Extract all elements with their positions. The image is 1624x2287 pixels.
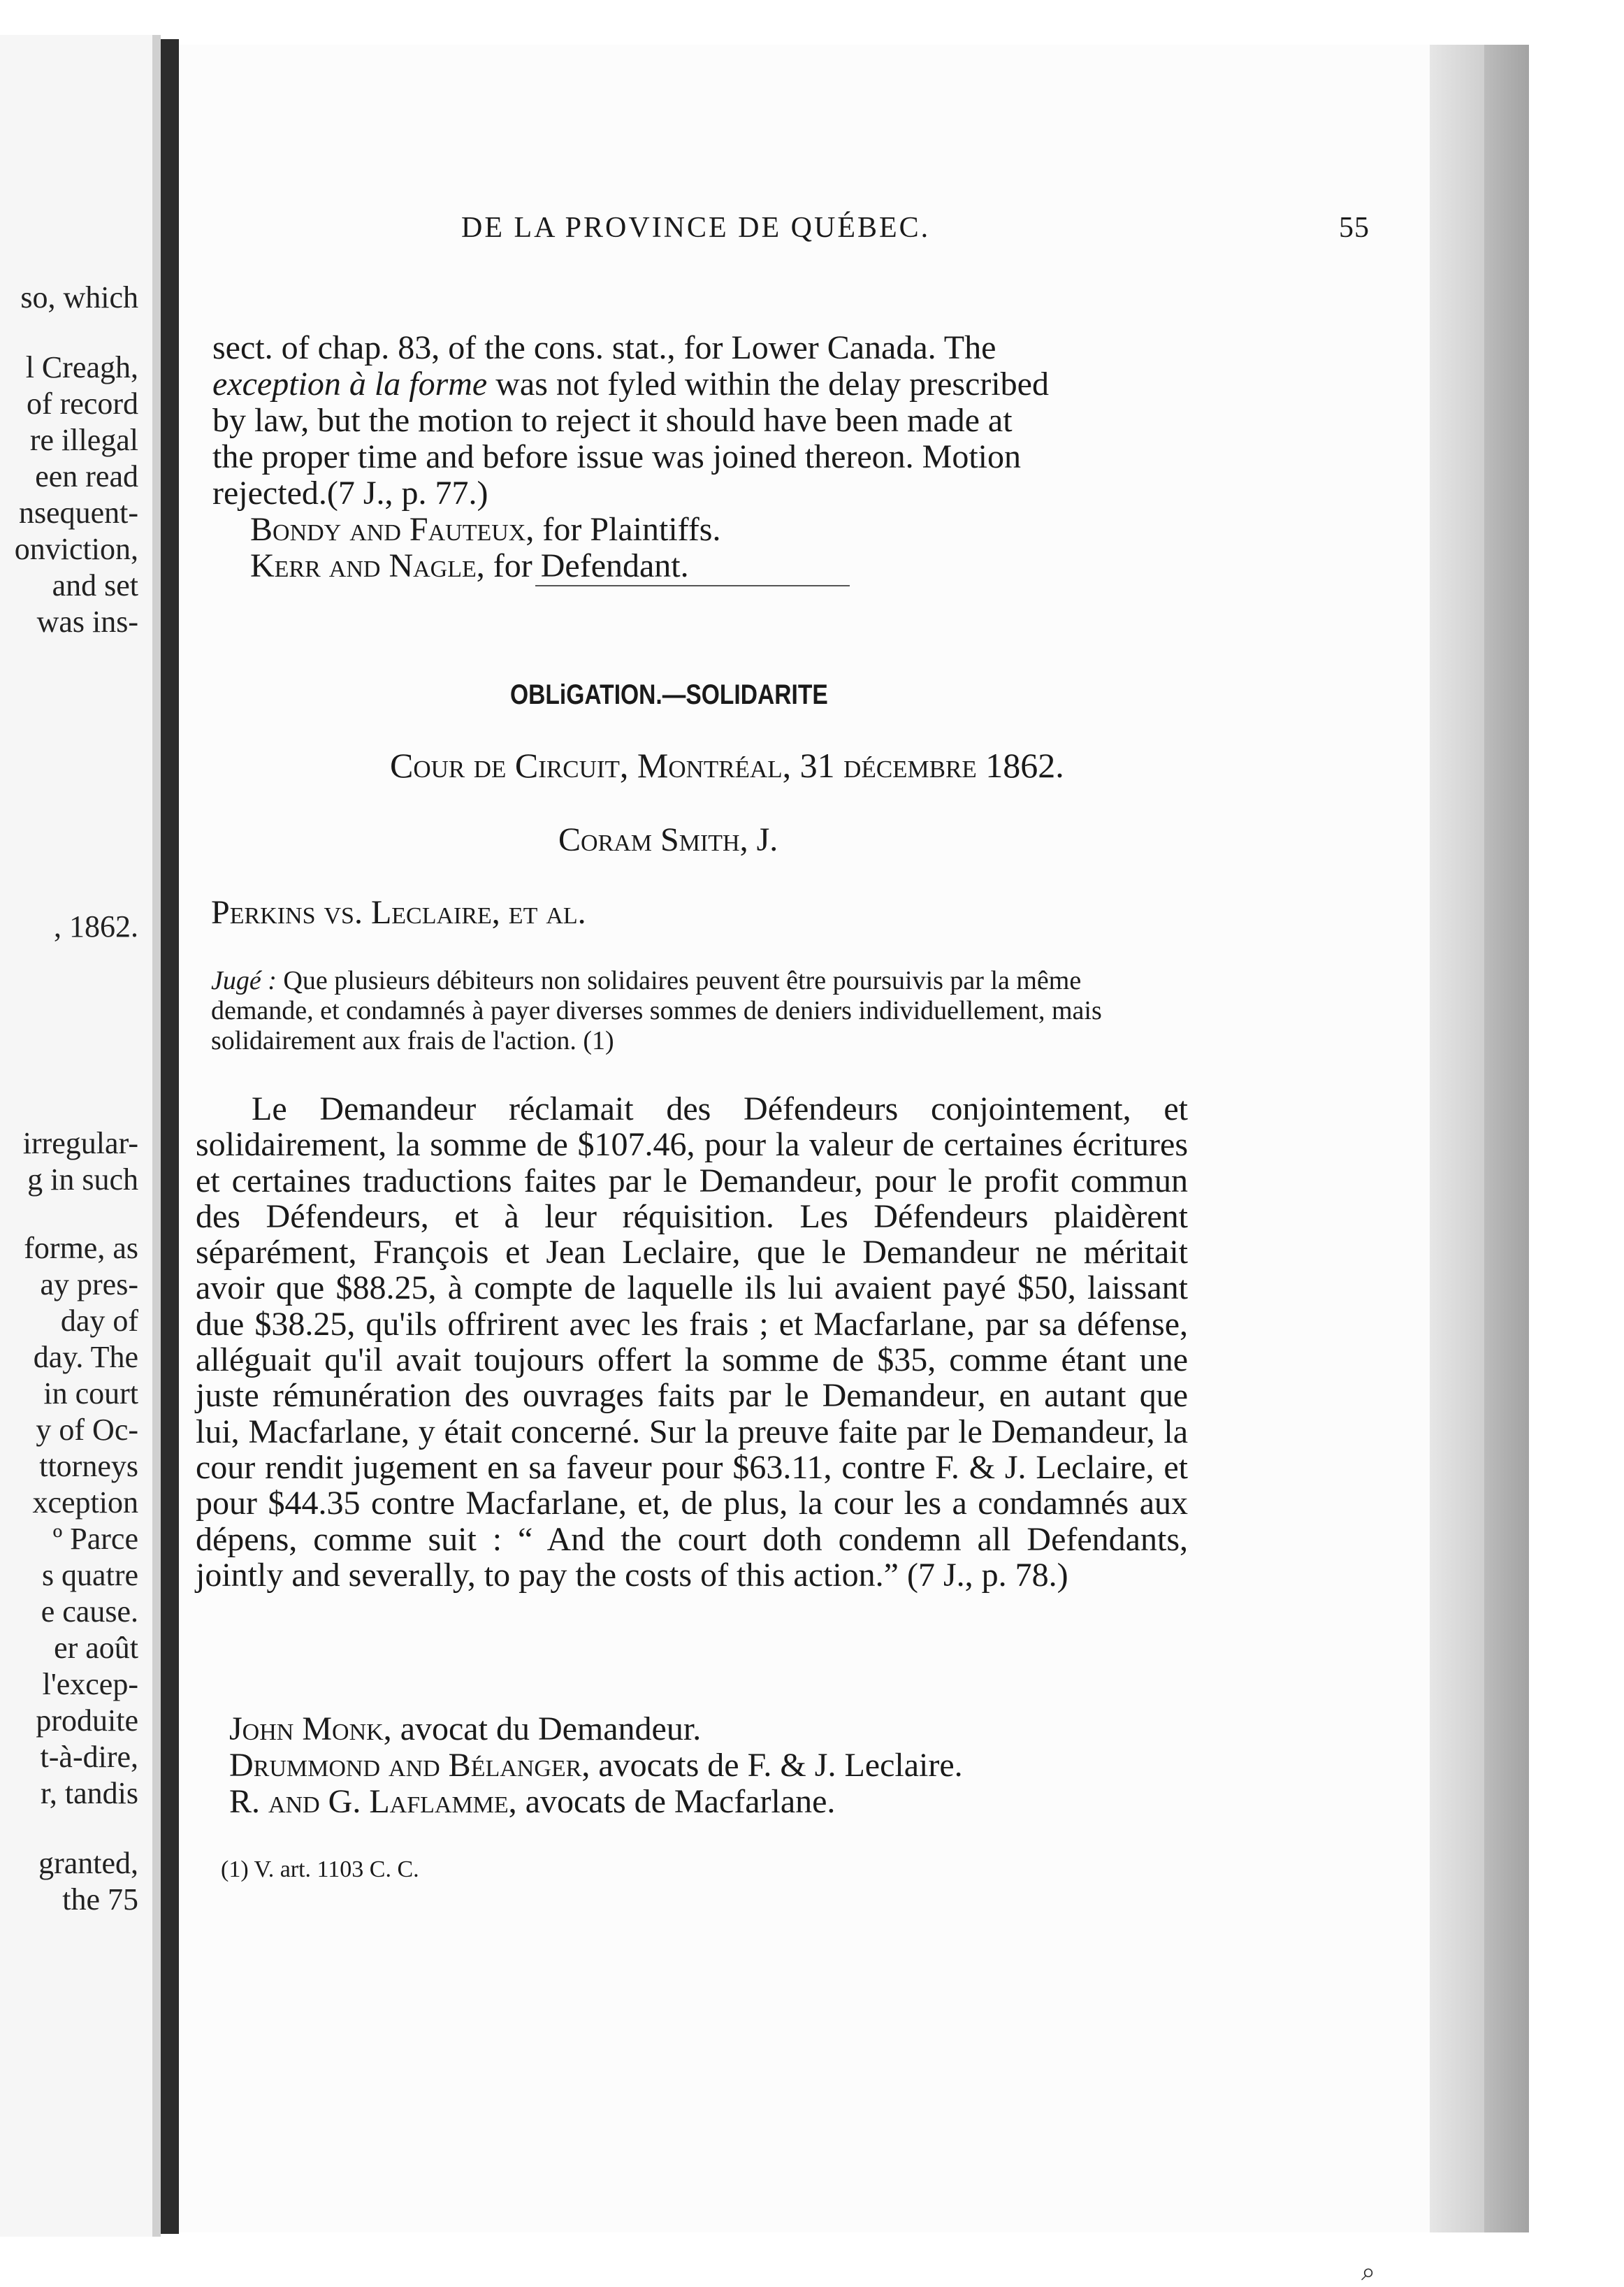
running-title: DE LA PROVINCE DE QUÉBEC. [461,212,931,244]
facing-page-line: the 75 [62,1882,138,1917]
facing-page-line: r, tandis [41,1776,138,1810]
footnote: (1) V. art. 1103 C. C. [221,1856,419,1882]
court-line: Cour de Circuit, Montréal, 31 décembre 1862. [390,746,1064,785]
facing-page-line: granted, [38,1846,138,1880]
continuation-line: the proper time and before issue was joined thereon. Motion [212,438,1022,475]
binding-gutter [161,39,179,2234]
case-title: OBLiGATION.—SOLIDARITE [510,679,828,710]
facing-page-line: and set [52,568,138,603]
section-divider [535,585,850,586]
headnote-text: Que plusieurs débiteurs non solidaires peuvent être poursuivis par la même demande, et condamnés à payer diverses sommes de deniers individuellement, mais solidairement aux frais de l'action. (1) [211,966,1102,1055]
facing-page-line: e cause. [41,1594,138,1629]
facing-page-line: nsequent- [18,496,138,530]
running-header [461,211,1370,245]
facing-page-line: l'excep- [42,1667,138,1701]
facing-page-line: day. The [33,1340,138,1374]
facing-page-line: s quatre [41,1558,138,1592]
case-body: Le Demandeur réclamait des Défendeurs conjointement, et solidairement, la somme de $107.46, pour la valeur de certaines écritures et certaines traductions faites par le Demandeur, pour le profit commun des Défendeurs, et à leur réquisition. Les Défendeurs plaidèrent séparément, François et Jean Leclaire, que le Demandeur ne méritait avoir que $88.25, à compte de laquelle ils lui avaient payé $50, laissant due $38.25, qu'ils offrirent avec les frais ; et Macfarlane, par sa défense, alléguait qu'il avait toujours offert la somme de $35, comme étant une juste rémunération des ouvrages faits par le Demandeur, en autant que lui, Macfarlane, y était concerné. Sur la preuve faite par le Demandeur, la cour rendit jugement en sa faveur pour $63.11, contre F. & J. Leclaire, et pour $44.35 contre Macfarlane, et, de plus, la cour les a condamnés aux dépens, comme suit : “ And the court doth condemn all Defendants, jointly and severally, to pay the costs of this action.” (7 J., p. 78.) [196,1090,1188,1594]
continuation-line: sect. of chap. 83, of the cons. stat., for Lower Canada. The [212,329,996,366]
facing-page-line: º Parce [52,1522,138,1556]
facing-page-line: g in such [27,1162,138,1197]
counsel-line: Drummond and Bélanger, avocats de F. & J. Leclaire. [229,1747,963,1784]
gutter-shadow [152,35,161,2237]
facing-page-line: onviction, [14,532,138,566]
facing-page-line: een read [35,459,138,493]
counsel-line: Kerr and Nagle, for Defendant. [250,547,689,584]
continuation-line: by law, but the motion to reject it should have been made at [212,402,1013,439]
facing-page [0,35,152,2237]
page-number: 55 [1339,212,1370,244]
counsel-line: R. and G. Laflamme, avocats de Macfarlane. [229,1783,836,1820]
continuation-line: exception à la forme was not fyled within the delay prescribed [212,366,1049,403]
facing-page-line: forme, as [24,1231,138,1265]
page-55 [179,45,1430,2232]
parties-line: Perkins vs. Leclaire, et al. [211,894,586,931]
headnote-label: Jugé : [211,966,277,995]
judge-line: Coram Smith, J. [558,821,778,858]
facing-page-line: , 1862. [54,909,138,944]
facing-page-line: produite [36,1703,138,1738]
facing-page-line: ttorneys [39,1449,138,1483]
page-edge [1430,45,1484,2232]
facing-page-line: l Creagh, [25,350,138,384]
facing-page-line: irregular- [22,1126,138,1160]
facing-page-line: so, which [20,280,138,315]
facing-page-line: in court [43,1376,138,1411]
facing-page-line: of record [26,387,138,421]
facing-page-line: er août [54,1631,138,1665]
facing-page-line: xception [32,1485,138,1520]
page-edge-shadow [1484,45,1529,2232]
facing-page-line: re illegal [29,423,138,457]
headnote [211,966,1161,1056]
facing-page-line: was ins- [36,605,138,639]
counsel-line: John Monk, avocat du Demandeur. [229,1710,702,1747]
corner-mark-icon: ⌕ [1361,2258,1376,2286]
counsel-line: Bondy and Fauteux, for Plaintiffs. [250,511,721,548]
continuation-line: rejected.(7 J., p. 77.) [212,475,488,512]
facing-page-line: t-à-dire, [40,1740,138,1774]
facing-page-line: ay pres- [40,1267,138,1301]
facing-page-line: y of Oc- [36,1413,138,1447]
facing-page-line: day of [60,1304,138,1338]
